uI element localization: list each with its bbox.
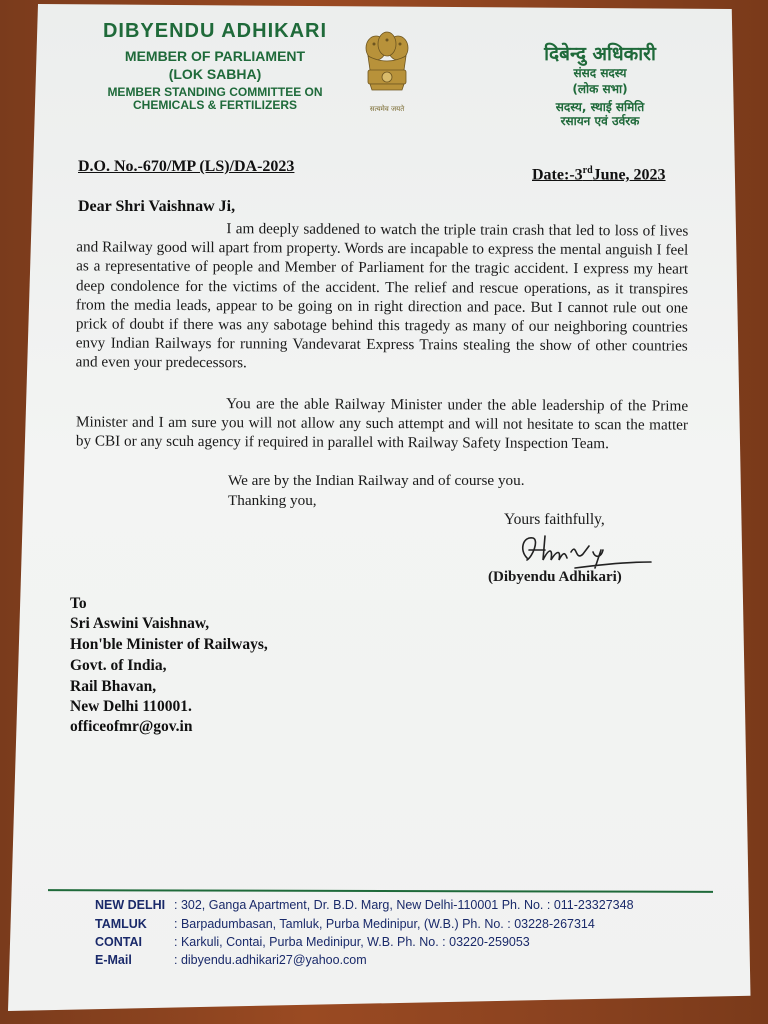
paragraph: You are the able Railway Minister under the able leadership of the Prime Minister and I am sure you will not allow any such attempt and will not hesitate to scan the matter by CBI or any scuh agency if required in parallel with Railway Safety Inspection Team.	[75, 395, 689, 453]
recipient-line: Govt. of India,	[70, 657, 167, 674]
sender-house-english: (LOK SABHA)	[168, 66, 262, 82]
committee-line1-hindi: सदस्य, स्थाई समिति	[555, 100, 645, 114]
sender-designation-english: MEMBER OF PARLIAMENT	[124, 48, 306, 64]
do-number: D.O. No.-670/MP (LS)/DA-2023	[78, 158, 295, 175]
letter-date	[532, 165, 666, 184]
footer-label: CONTAI	[95, 935, 142, 949]
recipient-line: Sri Aswini Vaishnaw,	[70, 615, 210, 632]
recipient-line: New Delhi 110001.	[70, 698, 192, 715]
sender-designation-hindi: संसद सदस्य	[573, 66, 627, 80]
letter-sheet	[8, 4, 758, 1016]
sender-name-hindi: दिबेन्दु अधिकारी	[544, 43, 656, 65]
date-prefix: Date:-3	[532, 166, 583, 184]
to-label: To	[70, 595, 87, 612]
thanks-line: Thanking you,	[228, 492, 317, 509]
paragraph: I am deeply saddened to watch the triple train crash that led to loss of lives and Railway good will apart from property. Words are incapable to express the mental anguish I feel as a representative of people and Member of Parliament for the tragic accident. I express my heart deep condolence for the victims of the accident. The relief and rescue operations, as it transpires from the media leads, appear to be going on in right direction and pace. But I cannot rule out one prick of doubt if there was any sabotage behind this tragedy as many of our neighboring countries envy Indian Railways for running Vandevarat Express Trains stealing the show of other countries and even your predecessors.	[75, 220, 689, 372]
sender-house-hindi: (लोक सभा)	[572, 82, 628, 96]
footer-address: : Karkuli, Contai, Purba Medinipur, W.B. Ph. No. : 03220-259053	[174, 935, 530, 949]
footer-label: E-Mail	[95, 953, 132, 967]
footer-label: NEW DELHI	[95, 898, 166, 912]
footer-address: : Barpadumbasan, Tamluk, Purba Medinipur, (W.B.) Ph. No. : 03228-267314	[174, 917, 595, 931]
footer-address: : 302, Ganga Apartment, Dr. B.D. Marg, New Delhi-110001 Ph. No. : 011-23327348	[174, 898, 634, 912]
salutation: Dear Shri Vaishnaw Ji,	[78, 198, 236, 215]
date-suffix: June, 2023	[592, 166, 666, 184]
committee-line1-english: MEMBER STANDING COMMITTEE ON	[107, 85, 323, 99]
emblem-motto: सत्यमेव जयते	[369, 105, 405, 113]
committee-line2-hindi: रसायन एवं उर्वरक	[560, 114, 640, 128]
recipient-email: officeofmr@gov.in	[70, 718, 193, 735]
recipient-line: Hon'ble Minister of Railways,	[70, 636, 268, 653]
paragraph: We are by the Indian Railway and of course you.	[228, 472, 525, 489]
committee-line2-english: CHEMICALS & FERTILIZERS	[133, 98, 297, 112]
sender-name-english: DIBYENDU ADHIKARI	[102, 20, 328, 42]
recipient-line: Rail Bhavan,	[70, 678, 157, 695]
footer-email: : dibyendu.adhikari27@yahoo.com	[174, 953, 367, 967]
closing: Yours faithfully,	[504, 511, 605, 528]
signatory-name: (Dibyendu Adhikari)	[488, 569, 622, 585]
footer-label: TAMLUK	[95, 917, 147, 931]
date-ordinal: rd	[582, 165, 593, 176]
handwritten-signature	[505, 528, 655, 570]
